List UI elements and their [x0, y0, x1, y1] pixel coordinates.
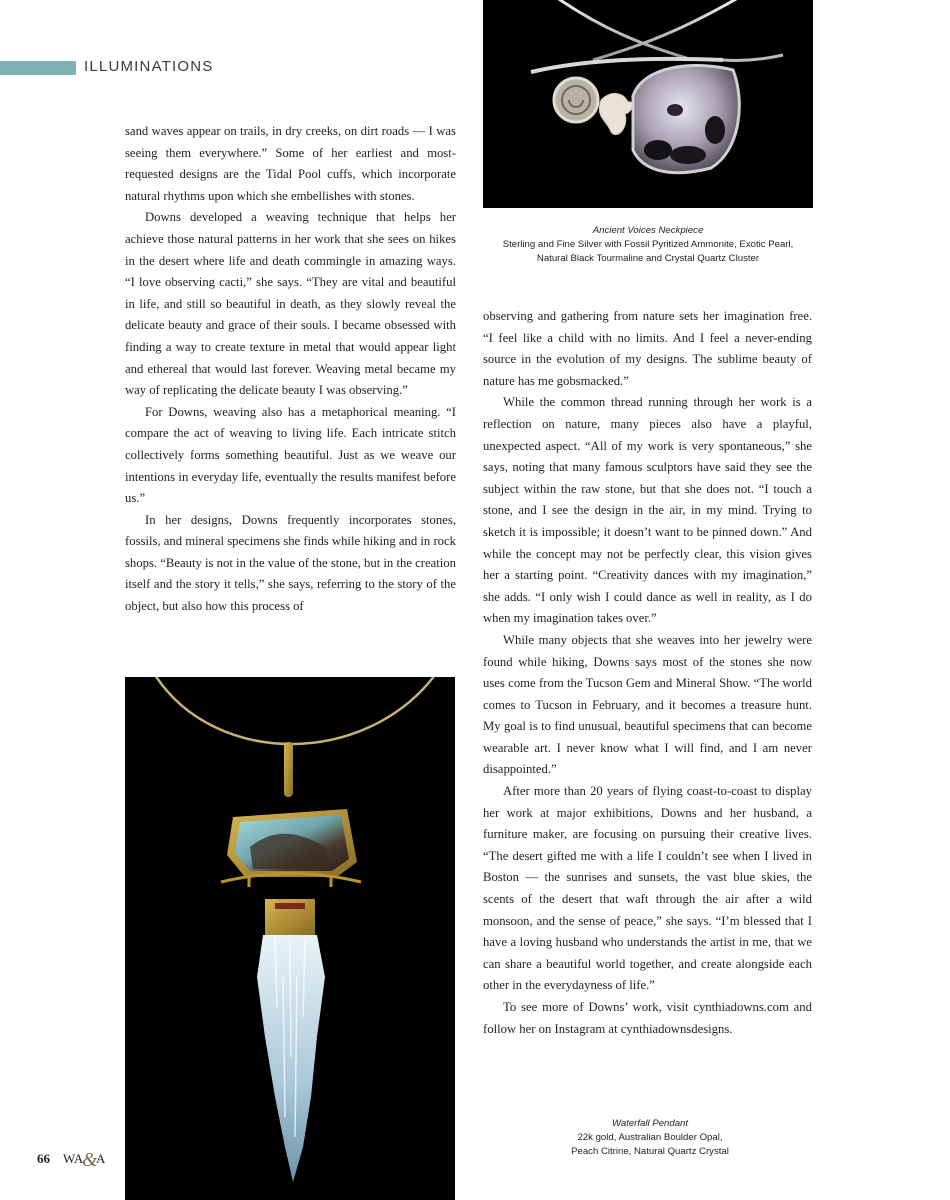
body-paragraph: Downs developed a weaving technique that helps her achieve those natural patterns in her work that she sees on hikes in the desert where life and death commingle in amazing ways. “I love observing cacti,” she says. “They are vital and beautiful in life, and still so beautiful in death, as they slowly reveal the delicate beauty and grace of their souls. I became obsessed with finding a way to create texture in metal that would appear light and ethereal that would last forever. Weaving metal became my way of replicating the delicate beauty I was observing.”	[125, 210, 456, 398]
page-number: 66	[37, 1151, 50, 1166]
body-paragraph: To see more of Downs’ work, visit cynthiadowns.com and follow her on Instagram at cynthiadownsdesigns.	[483, 1000, 812, 1036]
caption-line: 22k gold, Australian Boulder Opal,	[577, 1132, 723, 1143]
neckpiece-illustration	[483, 0, 813, 208]
body-paragraph: While the common thread running through her work is a reflection on nature, many pieces also have a playful, unexpected aspect. “All of my work is very spontaneous,” she says, noting that many famous sculptors have said they see the subject within the raw stone, but that she does not. “I touch a stone, and I see the design in the air, in my mind. Trying to sketch it is impossible; it doesn’t want to be pinned down.” And while the concept may not be perfectly clear, this vision gives her a starting point. “Creativity dances with my imagination,” she adds. “I only wish I could dance as well in reality, as I do when my imagination takes over.”	[483, 395, 812, 626]
caption-line: Peach Citrine, Natural Quartz Crystal	[571, 1146, 729, 1157]
body-paragraph: observing and gathering from nature sets her imagination free. “I feel like a child with no limits. And I feel a never-ending source in the evolution of my designs. The sublime beauty of nature has me gobsmacked.”	[483, 309, 812, 388]
ancient-voices-neckpiece-photo	[483, 0, 813, 208]
pendant-illustration	[125, 677, 455, 1200]
waterfall-pendant-photo	[125, 677, 455, 1200]
article-column-right	[483, 306, 812, 1040]
body-paragraph: For Downs, weaving also has a metaphorical meaning. “I compare the act of weaving to living life. Each intricate stitch collectively forms something beautiful. Just as we weave our intentions in everyday life, eventually the results manifest before us.”	[125, 404, 456, 506]
caption-title: Ancient Voices Neckpiece	[592, 225, 704, 236]
caption-line: Sterling and Fine Silver with Fossil Pyritized Ammonite, Exotic Pearl,	[502, 239, 794, 250]
svg-text:WA: WA	[63, 1151, 84, 1166]
body-paragraph: In her designs, Downs frequently incorporates stones, fossils, and mineral specimens she finds while hiking and in rock shops. “Beauty is not in the value of the stone, but in the creation itself and the story it tells,” she says, referring to the story of the object, but also how this process of	[125, 512, 456, 614]
caption-line: Natural Black Tourmaline and Crystal Quartz Cluster	[536, 253, 760, 264]
body-paragraph: sand waves appear on trails, in dry creeks, on dirt roads — I was seeing them everywhere.” Some of her earliest and most-requested designs are the Tidal Pool cuffs, which incorporate natural rhythms upon which she embellishes with stones.	[125, 124, 456, 203]
article-column-left	[125, 121, 456, 618]
section-header: ILLUMINATIONS	[84, 58, 214, 75]
pendant-caption	[560, 1117, 740, 1159]
magazine-logo	[63, 1147, 111, 1169]
body-paragraph: After more than 20 years of flying coast-to-coast to display her work at major exhibitions, Downs and her husband, a furniture maker, are focusing on pursuing their creative lives. “The desert gifted me with a life I couldn’t see when I lived in Boston — the sunrises and sunsets, the vast blue skies, the scents of the desert that waft through the air after a wild monsoon, and the sense of peace,” she says. “I’m blessed that I have a loving husband who understands the artist in me, that we can share a beautiful world together, and create alongside each other in the everydayness of life.”	[483, 784, 812, 993]
section-color-bar	[0, 61, 76, 75]
body-paragraph: While many objects that she weaves into her jewelry were found while hiking, Downs says most of the stones she now uses come from the Tucson Gem and Mineral Show. “The world comes to Tucson in February, and it becomes a treasure hunt. My goal is to find unusual, beautiful specimens that can become wearable art. I never know what I will find, and I am never disappointed.”	[483, 632, 812, 777]
svg-text:&: &	[82, 1149, 98, 1169]
svg-text:A: A	[96, 1151, 106, 1166]
neckpiece-caption	[483, 224, 813, 266]
caption-title: Waterfall Pendant	[611, 1118, 689, 1129]
